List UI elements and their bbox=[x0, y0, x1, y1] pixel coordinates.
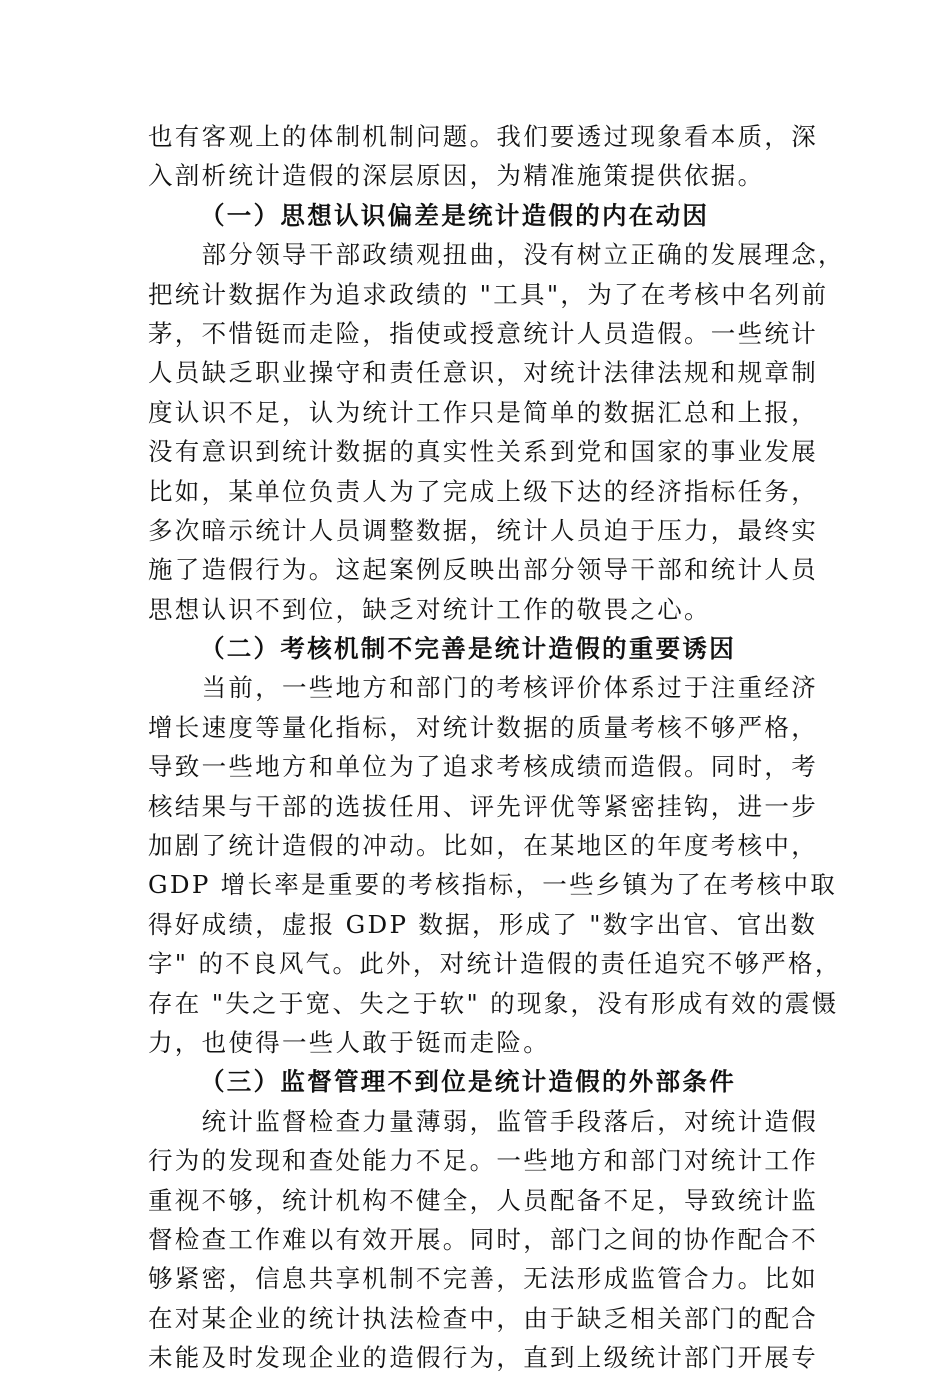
body-line: 增长速度等量化指标，对统计数据的质量考核不够严格， bbox=[148, 712, 818, 742]
body-line: 没有意识到统计数据的真实性关系到党和国家的事业发展 bbox=[148, 437, 818, 467]
body-line: 把统计数据作为追求政绩的 "工具"，为了在考核中名列前 bbox=[148, 279, 829, 309]
section-heading: （二）考核机制不完善是统计造假的重要诱因 bbox=[200, 634, 736, 664]
body-line: 多次暗示统计人员调整数据，统计人员迫于压力，最终实 bbox=[148, 515, 818, 545]
body-line: 部分领导干部政绩观扭曲，没有树立正确的发展理念， bbox=[148, 240, 845, 270]
body-line: 在对某企业的统计执法检查中，由于缺乏相关部门的配合 bbox=[148, 1303, 818, 1333]
body-line: 度认识不足，认为统计工作只是简单的数据汇总和上报， bbox=[148, 397, 818, 427]
body-line: 也有客观上的体制机制问题。我们要透过现象看本质，深 bbox=[148, 122, 818, 151]
body-line: 加剧了统计造假的冲动。比如，在某地区的年度考核中， bbox=[148, 831, 818, 861]
body-line: 够紧密，信息共享机制不完善，无法形成监管合力。比如 bbox=[148, 1264, 818, 1294]
section-heading: （三）监督管理不到位是统计造假的外部条件 bbox=[200, 1067, 736, 1097]
body-line: 思想认识不到位，缺乏对统计工作的敬畏之心。 bbox=[148, 594, 711, 624]
body-line: 当前，一些地方和部门的考核评价体系过于注重经济 bbox=[148, 673, 818, 703]
body-line: 统计监督检查力量薄弱，监管手段落后，对统计造假 bbox=[148, 1106, 818, 1136]
document-body bbox=[148, 117, 845, 1378]
body-line: 力，也使得一些人敢于铤而走险。 bbox=[148, 1027, 550, 1057]
body-line: 人员缺乏职业操守和责任意识，对统计法律法规和规章制 bbox=[148, 358, 818, 388]
body-line: 得好成绩，虚报 GDP 数据，形成了 "数字出官、官出数 bbox=[148, 909, 818, 939]
body-line: 比如，某单位负责人为了完成上级下达的经济指标任务， bbox=[148, 476, 818, 506]
body-line: 督检查工作难以有效开展。同时，部门之间的协作配合不 bbox=[148, 1224, 818, 1254]
body-line: GDP 增长率是重要的考核指标，一些乡镇为了在考核中取 bbox=[148, 870, 838, 900]
body-line: 入剖析统计造假的深层原因，为精准施策提供依据。 bbox=[148, 161, 765, 191]
body-line: 施了造假行为。这起案例反映出部分领导干部和统计人员 bbox=[148, 555, 818, 585]
body-line: 茅，不惜铤而走险，指使或授意统计人员造假。一些统计 bbox=[148, 318, 818, 348]
body-line: 重视不够，统计机构不健全，人员配备不足，导致统计监 bbox=[148, 1185, 818, 1215]
body-line: 未能及时发现企业的造假行为，直到上级统计部门开展专 bbox=[148, 1343, 818, 1373]
body-line: 存在 "失之于宽、失之于软" 的现象，没有形成有效的震慑 bbox=[148, 988, 839, 1018]
body-line: 字" 的不良风气。此外，对统计造假的责任追究不够严格， bbox=[148, 949, 842, 979]
body-line: 核结果与干部的选拔任用、评先评优等紧密挂钩，进一步 bbox=[148, 791, 818, 821]
section-heading: （一）思想认识偏差是统计造假的内在动因 bbox=[200, 200, 710, 230]
body-line: 行为的发现和查处能力不足。一些地方和部门对统计工作 bbox=[148, 1146, 818, 1176]
body-line: 导致一些地方和单位为了追求考核成绩而造假。同时，考 bbox=[148, 752, 818, 782]
